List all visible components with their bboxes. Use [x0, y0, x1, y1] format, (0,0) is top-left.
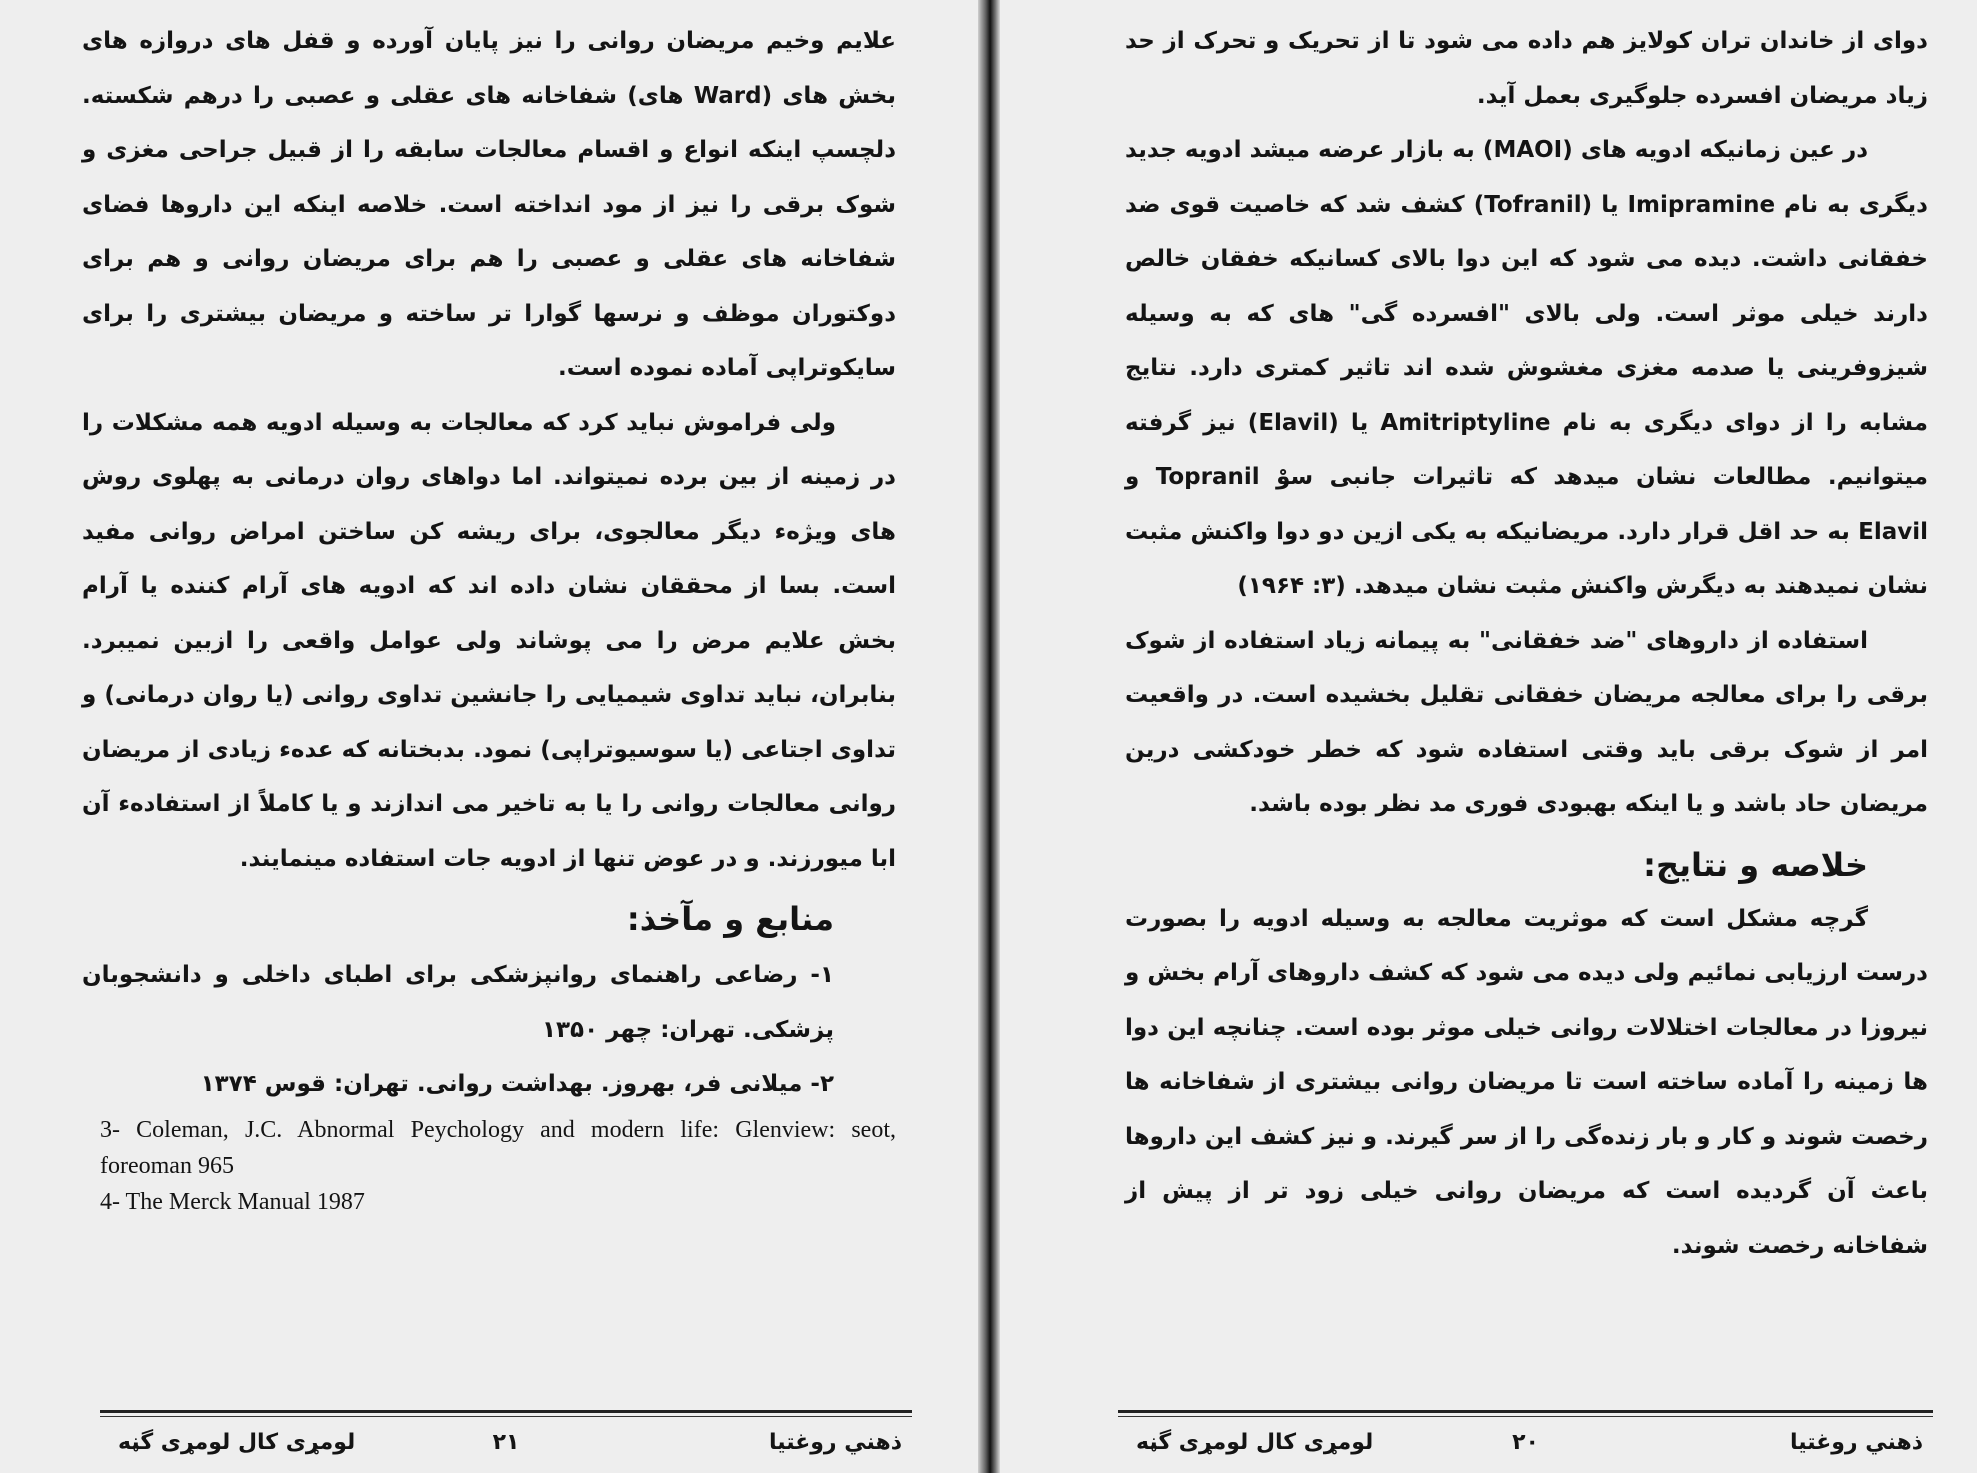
reference-item: 4- The Merck Manual 1987 [100, 1188, 365, 1215]
right-page-body [1125, 14, 1928, 1273]
footer-issue: لومړی کال لومړی گڼه [118, 1430, 356, 1455]
book-spine [978, 0, 1000, 1473]
footer-page-number: ۲۱ [492, 1430, 520, 1455]
reference-item: ۱- رضاعی راهنمای روانپزشکی برای اطبای داخلی و دانشجوبان پزشکی. تهران: چهر ۱۳۵۰ [82, 962, 834, 1043]
left-page [0, 0, 978, 1473]
footer-journal-title: ذهني روغتيا [1789, 1430, 1923, 1455]
right-paragraph-1: دوای از خاندان تران کولایز هم داده می شود تا از تحریک و تحرک از حد زیاد مریضان افسرده جلوگیری بعمل آید. [1125, 28, 1928, 109]
right-paragraph-3: استفاده از داروهای "ضد خفقانی" به پیمانه زیاد استفاده از شوک برقی را برای معالجه مریضان خفقانی تقلیل بخشیده است. در واقعیت امر از شوک برقی باید وقتی استفاده شود که خطر خودکشی درین مریضان حاد باشد و یا اینکه بهبودی فوری مد نظر بوده باشد. [1125, 627, 1928, 817]
summary-paragraph: گرچه مشکل است که موثریت معالجه به وسیله ادویه را بصورت درست ارزیابی نمائیم ولی دیده می شود که کشف داروهای آرام بخش و نیروزا در معالجات اختلالات روانی خیلی موثر بوده است. چنانچه این دوا ها زمینه را آماده ساخته است تا مریضان روانی بیشتری از شفاخانه ها رخصت شوند و کار و بار زنده‌گی را از سر گیرند. و نیز کشف این داروها باعث آن گردیده است که مریضان روانی خیلی زود تر از پیش از شفاخانه رخصت شوند. [1125, 905, 1928, 1259]
footer-divider-thin [1118, 1416, 1933, 1417]
summary-heading: خلاصه و نتایج: [1643, 845, 1868, 884]
left-page-body [82, 14, 896, 1220]
footer-divider [1118, 1410, 1933, 1413]
left-paragraph-2: ولی فراموش نباید کرد که معالجات به وسیله ادویه همه مشکلات را در زمینه از بین برده نمیتواند. اما دواهای روان درمانی به پهلوی روش های ویژهء دیگر معالجوی، برای ریشه کن ساختن امراض روانی مفید است. بسا از محققان نشان داده اند که ادویه های آرام کننده یا آرام بخش علایم مرض را می پوشاند ولی عوامل واقعی را ازبین نمیبرد. بنابران، نباید تداوی شیمیایی را جانشین تداوی روانی (یا روان درمانی) و تداوی اجتاعی (یا سوسیوتراپی) نمود. بدبختانه که عدهء زیادی از مریضان روانی معالجات روانی را یا به تاخیر می اندازند و یا کاملاً از استفادهء آن ابا میورزند. و در عوض تنها از ادویه جات استفاده مینمایند. [82, 409, 896, 872]
right-page-footer [1118, 1418, 1933, 1468]
right-page [1000, 0, 1977, 1473]
footer-journal-title: ذهني روغتيا [768, 1430, 902, 1455]
references-heading: منابع و مآخذ: [626, 900, 834, 938]
footer-divider [100, 1410, 912, 1413]
footer-issue: لومړی کال لومړی گڼه [1136, 1430, 1374, 1455]
references-list [82, 948, 896, 1220]
reference-item: ۲- میلانی فر، بهروز. بهداشت روانی. تهران: قوس ۱۳۷۴ [200, 1071, 834, 1097]
right-paragraph-2: در عین زمانیکه ادویه های (MAOI) به بازار عرضه میشد ادویه جدید دیگری به نام Imipramine یا (Tofranil) کشف شد که خاصیت قوی ضد خفقانی داشت. دیده می شود که این دوا بالای کسانیکه خفقان خالص دارند خیلی موثر است. ولی بالای "افسرده گی" های که به وسیله شیزوفرینی یا صدمه مغزی مغشوش شده اند تاثیر کمتری دارد. نتایج مشابه را از دوای دیگری به نام Amitriptyline یا (Elavil) نیز گرفته میتوانیم. مطالعات نشان میدهد که تاثیرات جانبی سوْ Topranil و Elavil به حد اقل قرار دارد. مریضانیکه به یکی ازین دو دوا واکنش مثبت نشان نمیدهند به دیگرش واکنش مثبت نشان میدهد. (۳: ۱۹۶۴) [1125, 137, 1928, 599]
left-page-footer [100, 1418, 912, 1468]
reference-item: 3- Coleman, J.C. Abnormal Peychology and modern life: Glenview: seot, foreoman 965 [100, 1116, 896, 1179]
footer-page-number: ۲۰ [1512, 1430, 1539, 1455]
footer-divider-thin [100, 1416, 912, 1417]
left-paragraph-1: علایم وخیم مریضان روانی را نیز پایان آورده و قفل های دروازه های بخش های (Ward های) شفاخانه های عقلی و عصبی را درهم شکسته. دلچسپ اینکه انواع و اقسام معالجات سابقه را از قبیل جراحی مغزی و شوک برقی را نیز از مود انداخته است. خلاصه اینکه این داروها فضای شفاخانه های عقلی و عصبی را هم برای مریضان روانی و هم برای دوکتوران موظف و نرسها گوارا تر ساخته و مریضان بیشتری را برای سایکوتراپی آماده نموده است. [82, 28, 897, 381]
